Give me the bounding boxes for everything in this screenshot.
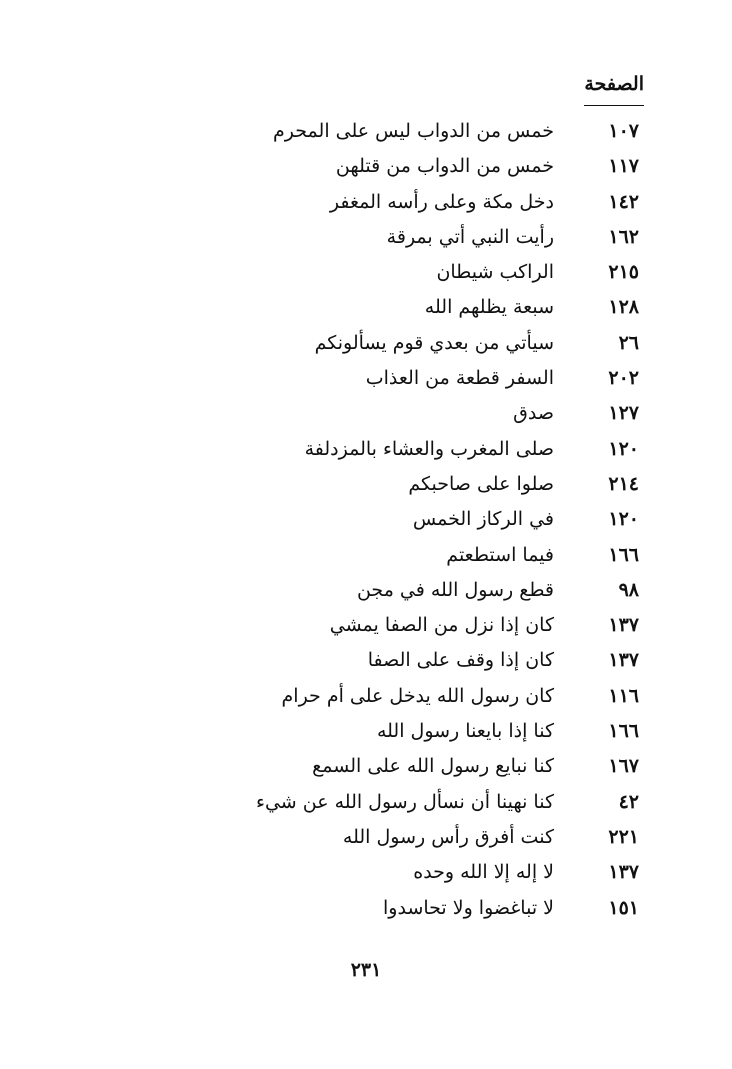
entry-page-number: ١٢٧ — [608, 402, 639, 425]
index-entry — [0, 891, 732, 926]
entry-hadith-text: صلوا على صاحبكم — [408, 472, 554, 495]
hadith-index-list — [0, 114, 732, 926]
entry-page-number: ١٥١ — [608, 896, 639, 919]
index-entry — [0, 185, 732, 220]
entry-page-number: ١٢٠ — [608, 437, 639, 460]
entry-page-number: ٢١٥ — [608, 261, 639, 284]
entry-page-number: ١٦٦ — [608, 720, 639, 743]
index-entry — [0, 679, 732, 714]
entry-hadith-text: فيما استطعتم — [446, 543, 554, 566]
index-entry — [0, 396, 732, 431]
entry-page-number: ١٢٨ — [608, 296, 639, 319]
entry-hadith-text: صدق — [513, 402, 554, 425]
index-entry — [0, 467, 732, 502]
entry-hadith-text: كان رسول الله يدخل على أم حرام — [281, 684, 554, 707]
entry-hadith-text: رأيت النبي أتي بمرقة — [386, 225, 554, 248]
entry-page-number: ١٦٧ — [608, 755, 639, 778]
entry-page-number: ١٣٧ — [608, 649, 639, 672]
entry-page-number: ٢٢١ — [608, 825, 639, 848]
column-header-page: الصفحة — [584, 73, 644, 95]
entry-hadith-text: خمس من الدواب من قتلهن — [335, 155, 554, 178]
entry-hadith-text: السفر قطعة من العذاب — [365, 367, 554, 390]
index-entry — [0, 643, 732, 678]
index-entry — [0, 255, 732, 290]
entry-page-number: ١٦٦ — [608, 543, 639, 566]
index-entry — [0, 538, 732, 573]
entry-hadith-text: الراكب شيطان — [436, 261, 554, 284]
entry-page-number: ٩٨ — [618, 578, 639, 601]
index-entry — [0, 326, 732, 361]
entry-page-number: ٢١٤ — [608, 472, 639, 495]
index-entry — [0, 608, 732, 643]
entry-page-number: ٤٢ — [618, 790, 639, 813]
index-entry — [0, 820, 732, 855]
index-entry — [0, 502, 732, 537]
entry-hadith-text: سبعة يظلهم الله — [424, 296, 554, 319]
entry-hadith-text: خمس من الدواب ليس على المحرم — [273, 120, 554, 142]
entry-page-number: ١١٧ — [608, 155, 639, 178]
entry-page-number: ١٠٧ — [608, 120, 639, 142]
entry-page-number: ١٣٧ — [608, 614, 639, 637]
index-entry — [0, 749, 732, 784]
entry-page-number: ٢٦ — [618, 331, 639, 354]
index-entry — [0, 573, 732, 608]
entry-page-number: ١٦٢ — [608, 225, 639, 248]
entry-page-number: ١٤٢ — [608, 190, 639, 213]
entry-hadith-text: كان إذا نزل من الصفا يمشي — [329, 614, 554, 637]
entry-hadith-text: كنا إذا بايعنا رسول الله — [376, 720, 554, 743]
index-entry — [0, 114, 732, 149]
entry-hadith-text: في الركاز الخمس — [412, 508, 554, 531]
entry-page-number: ١٣٧ — [608, 861, 639, 884]
entry-hadith-text: كان إذا وقف على الصفا — [367, 649, 554, 672]
page-number: ٢٣١ — [350, 959, 382, 981]
index-entry — [0, 714, 732, 749]
index-entry — [0, 855, 732, 890]
entry-hadith-text: كنا نبايع رسول الله على السمع — [312, 755, 554, 778]
entry-page-number: ٢٠٢ — [608, 367, 639, 390]
entry-page-number: ١١٦ — [608, 684, 639, 707]
index-entry — [0, 220, 732, 255]
entry-hadith-text: كنا نهينا أن نسأل رسول الله عن شيء — [256, 790, 554, 813]
entry-hadith-text: دخل مكة وعلى رأسه المغفر — [329, 190, 554, 213]
index-entry — [0, 290, 732, 325]
entry-hadith-text: لا إله إلا الله وحده — [413, 861, 554, 884]
entry-hadith-text: لا تباغضوا ولا تحاسدوا — [383, 896, 554, 919]
index-entry — [0, 785, 732, 820]
entry-hadith-text: سيأتي من بعدي قوم يسألونكم — [314, 331, 554, 354]
entry-hadith-text: كنت أفرق رأس رسول الله — [342, 825, 554, 848]
index-entry — [0, 361, 732, 396]
index-entry — [0, 149, 732, 184]
entry-page-number: ١٢٠ — [608, 508, 639, 531]
index-entry — [0, 432, 732, 467]
entry-hadith-text: قطع رسول الله في مجن — [356, 578, 554, 601]
entry-hadith-text: صلى المغرب والعشاء بالمزدلفة — [304, 437, 554, 460]
header-underline — [584, 105, 644, 106]
